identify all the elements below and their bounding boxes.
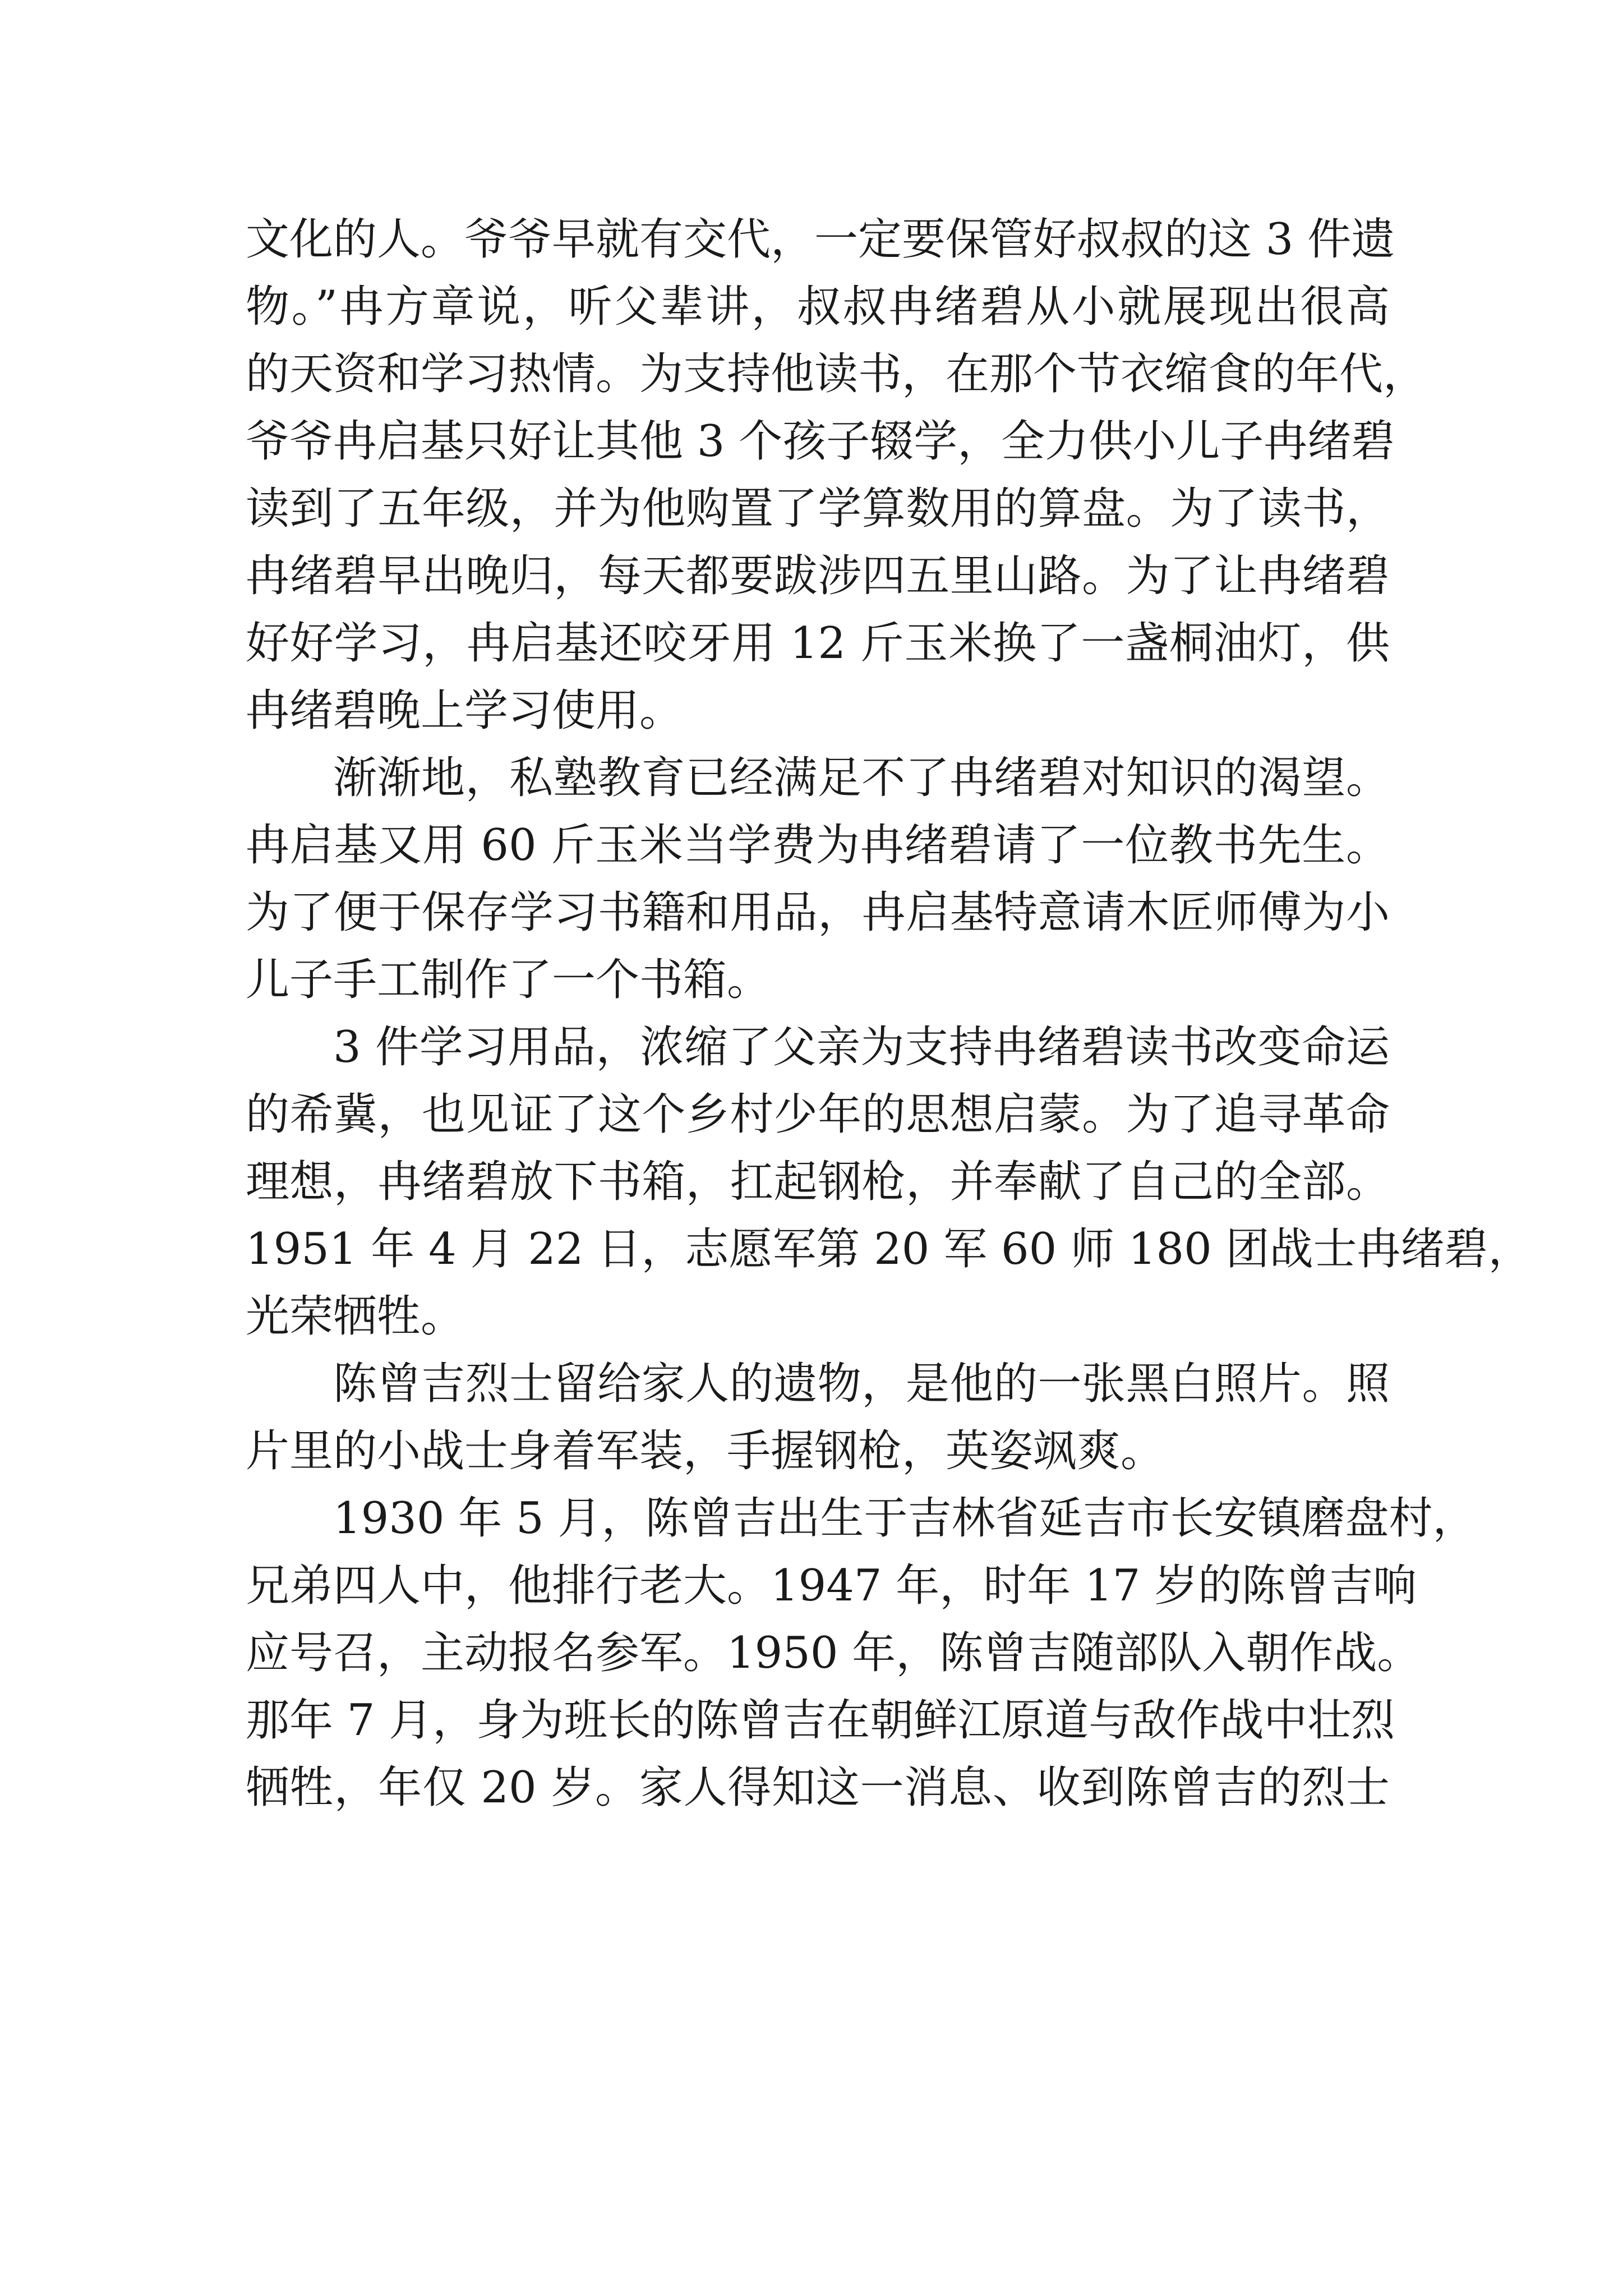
text-line: 冉启基又用 60 斤玉米当学费为冉绪碧请了一位教书先生。 (246, 820, 1390, 871)
text-line: 牺牲，年仅 20 岁。家人得知这一消息、收到陈曾吉的烈士 (246, 1763, 1390, 1813)
paragraph-4 (246, 1350, 1390, 1485)
text-line: 光荣牺牲。 (246, 1291, 465, 1342)
text-line: 好好学习，冉启基还咬牙用 12 斤玉米换了一盏桐油灯，供 (246, 618, 1390, 669)
text-line: 片里的小战士身着军装，手握钢枪，英姿飒爽。 (246, 1426, 1165, 1476)
paragraph-5 (246, 1485, 1477, 1821)
text-line: 读到了五年级，并为他购置了学算数用的算盘。为了读书， (246, 484, 1390, 534)
text-line: 的天资和学习热情。为支持他读书，在那个节衣缩食的年代， (246, 349, 1427, 399)
text-line: 文化的人。爷爷早就有交代，一定要保管好叔叔的这 3 件遗 (246, 214, 1395, 265)
text-line: 1930 年 5 月，陈曾吉出生于吉林省延吉市长安镇磨盘村， (333, 1493, 1477, 1544)
text-line: 理想，冉绪碧放下书箱，扛起钢枪，并奉献了自己的全部。 (246, 1157, 1390, 1207)
text-line: 那年 7 月，身为班长的陈曾吉在朝鲜江原道与敌作战中壮烈 (246, 1695, 1395, 1746)
text-line: 陈曾吉烈士留给家人的遗物，是他的一张黑白照片。照 (333, 1359, 1390, 1409)
text-line: 渐渐地，私塾教育已经满足不了冉绪碧对知识的渴望。 (333, 753, 1390, 803)
text-line: 应号召，主动报名参军。1950 年，陈曾吉随部队入朝作战。 (246, 1628, 1421, 1678)
text-line: 的希冀，也见证了这个乡村少年的思想启蒙。为了追寻革命 (246, 1089, 1390, 1140)
text-line: 3 件学习用品，浓缩了父亲为支持冉绪碧读书改变命运 (333, 1022, 1390, 1073)
text-line: 爷爷冉启基只好让其他 3 个孩子辍学，全力供小儿子冉绪碧 (246, 416, 1395, 467)
text-line: 兄弟四人中，他排行老大。1947 年，时年 17 岁的陈曾吉响 (246, 1561, 1417, 1611)
paragraph-3 (246, 1014, 1532, 1350)
paragraph-2 (246, 744, 1390, 1014)
text-line: 1951 年 4 月 22 日，志愿军第 20 军 60 师 180 团战士冉绪碧， (246, 1224, 1532, 1274)
paragraph-1 (246, 206, 1427, 744)
body-text (246, 206, 1532, 1821)
text-line: 物。”冉方章说，听父辈讲，叔叔冉绪碧从小就展现出很高 (246, 282, 1390, 332)
text-line: 儿子手工制作了一个书箱。 (246, 955, 771, 1005)
text-line: 冉绪碧晚上学习使用。 (246, 685, 684, 736)
text-line: 冉绪碧早出晚归，每天都要跋涉四五里山路。为了让冉绪碧 (246, 551, 1390, 601)
text-line: 为了便于保存学习书籍和用品，冉启基特意请木匠师傅为小 (246, 887, 1390, 938)
